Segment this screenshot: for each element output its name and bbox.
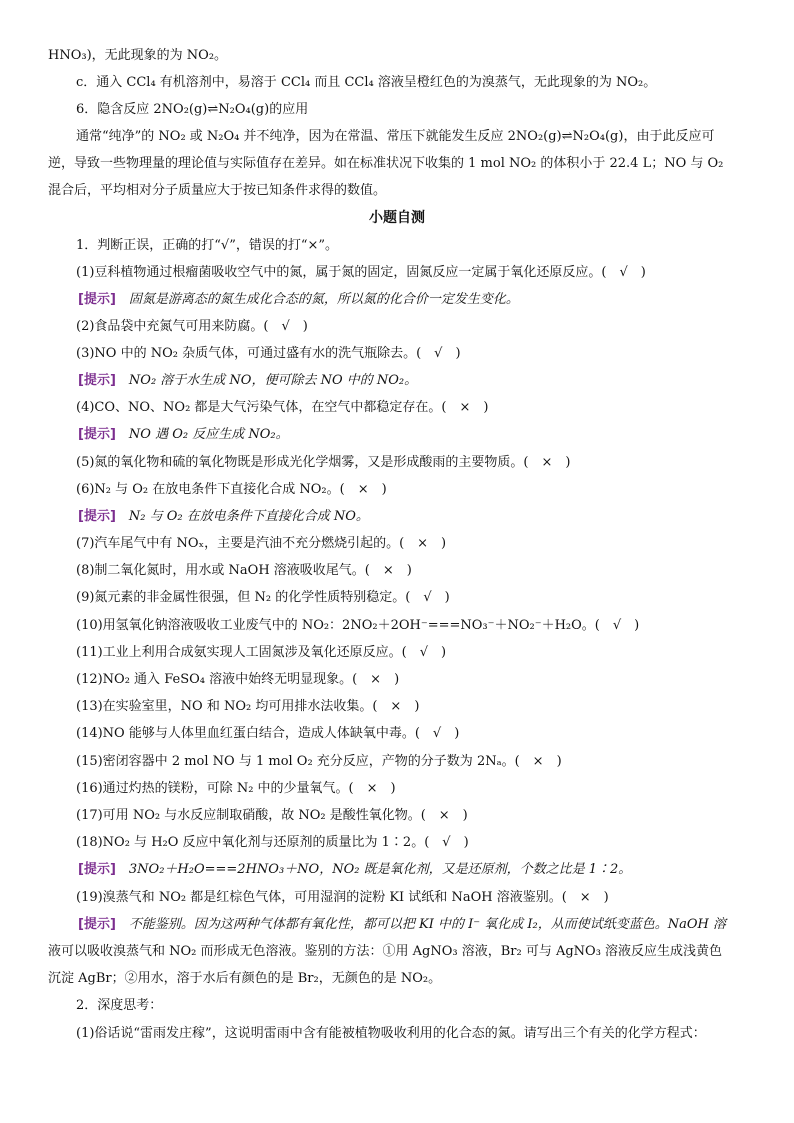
hint-line xyxy=(78,425,784,445)
question-item: (1)俗话说“雷雨发庄稼”，这说明雷雨中含有能被植物吸收利用的化合态的氮。请写出三个有关的化学方程式： xyxy=(76,1026,706,1041)
text-line: 液可以吸收溴蒸气和 NO₂ 而形成无色溶液。鉴别的方法：①用 AgNO₃ 溶液，Br₂ 可与 AgNO₃ 溶液反应生成浅黄色 xyxy=(48,944,723,959)
hint-label: [提示] xyxy=(78,427,116,442)
question-item: (11)工业上利用合成氨实现人工固氮涉及氧化还原反应。( √ ) xyxy=(76,645,447,660)
hint-label: [提示] xyxy=(78,862,116,877)
hint-label: [提示] xyxy=(78,292,116,307)
question-item: (8)制二氧化氮时，用水或 NaOH 溶液吸收尾气。( × ) xyxy=(76,563,412,578)
question-item: (12)NO₂ 通入 FeSO₄ 溶液中始终无明显现象。( × ) xyxy=(76,672,400,687)
text-line: 沉淀 AgBr；②用水，溶于水后有颜色的是 Br₂，无颜色的是 NO₂。 xyxy=(48,971,442,986)
question-item: (7)汽车尾气中有 NOₓ，主要是汽油不充分燃烧引起的。( × ) xyxy=(76,536,447,551)
text-line: 通常“纯净”的 NO₂ 或 N₂O₄ 并不纯净，因为在常温、常压下就能发生反应 2NO₂(g)⇌N₂O₄(g)，由于此反应可 xyxy=(76,129,715,144)
hint-line xyxy=(78,371,784,391)
question-item: (17)可用 NO₂ 与水反应制取硝酸，故 NO₂ 是酸性氧化物。( × ) xyxy=(76,808,468,823)
hint-line xyxy=(78,507,784,527)
question-item: (6)N₂ 与 O₂ 在放电条件下直接化合成 NO₂。( × ) xyxy=(76,482,387,497)
text-line: HNO₃)，无此现象的为 NO₂。 xyxy=(48,48,228,63)
question-item: (15)密闭容器中 2 mol NO 与 1 mol O₂ 充分反应，产物的分子数为 2Nₐ。( × ) xyxy=(76,754,562,769)
hint-text: N₂ 与 O₂ 在放电条件下直接化合成 NO。 xyxy=(128,509,369,524)
hint-text: 固氮是游离态的氮生成化合态的氮，所以氮的化合价一定发生变化。 xyxy=(128,292,519,307)
hint-label: [提示] xyxy=(78,509,116,524)
question-item: (18)NO₂ 与 H₂O 反应中氧化剂与还原剂的质量比为 1∶2。( √ ) xyxy=(76,835,469,850)
question-item: (10)用氢氧化钠溶液吸收工业废气中的 NO₂：2NO₂＋2OH⁻===NO₃⁻＋NO₂⁻＋H₂O。( √ ) xyxy=(76,618,640,633)
hint-text: 不能鉴别。因为这两种气体都有氧化性，都可以把 KI 中的 I⁻ 氧化成 I₂，从而使试纸变蓝色。NaOH 溶 xyxy=(128,917,727,932)
hint-line xyxy=(78,915,784,935)
question-item: (14)NO 能够与人体里血红蛋白结合，造成人体缺氧中毒。( √ ) xyxy=(76,726,460,741)
section-title: 小题自测 xyxy=(369,210,425,226)
question-item: (3)NO 中的 NO₂ 杂质气体，可通过盛有水的洗气瓶除去。( √ ) xyxy=(76,346,461,361)
hint-line xyxy=(78,290,784,310)
section-heading: 6．隐含反应 2NO₂(g)⇌N₂O₄(g)的应用 xyxy=(76,102,309,117)
hint-line xyxy=(78,860,784,880)
question-item: (1)豆科植物通过根瘤菌吸收空气中的氮，属于氮的固定，固氮反应一定属于氧化还原反应。( √ ) xyxy=(76,265,646,280)
hint-label: [提示] xyxy=(78,917,116,932)
hint-text: NO₂ 溶于水生成 NO，便可除去 NO 中的 NO₂。 xyxy=(128,373,418,388)
question-heading: 1．判断正误，正确的打“√”，错误的打“×”。 xyxy=(76,238,339,253)
question-item: (5)氮的氧化物和硫的氧化物既是形成光化学烟雾，又是形成酸雨的主要物质。( × ) xyxy=(76,455,571,470)
question-item: (9)氮元素的非金属性很强，但 N₂ 的化学性质特别稳定。( √ ) xyxy=(76,590,450,605)
question-item: (2)食品袋中充氮气可用来防腐。( √ ) xyxy=(76,319,308,334)
text-line: 逆，导致一些物理量的理论值与实际值存在差异。如在标准状况下收集的 1 mol NO₂ 的体积小于 22.4 L；NO 与 O₂ xyxy=(48,156,724,171)
question-item: (4)CO、NO、NO₂ 都是大气污染气体，在空气中都稳定存在。( × ) xyxy=(76,400,489,415)
question-heading: 2．深度思考： xyxy=(76,998,163,1013)
hint-text: NO 遇 O₂ 反应生成 NO₂。 xyxy=(128,427,289,442)
text-line: 混合后，平均相对分子质量应大于按已知条件求得的数值。 xyxy=(48,183,387,198)
hint-label: [提示] xyxy=(78,373,116,388)
question-item: (13)在实验室里，NO 和 NO₂ 均可用排水法收集。( × ) xyxy=(76,699,420,714)
hint-text: 3NO₂＋H₂O===2HNO₃＋NO，NO₂ 既是氧化剂，又是还原剂，个数之比是 1∶2。 xyxy=(128,862,632,877)
text-line: c．通入 CCl₄ 有机溶剂中，易溶于 CCl₄ 而且 CCl₄ 溶液呈橙红色的为溴蒸气，无此现象的为 NO₂。 xyxy=(76,75,657,90)
question-item: (16)通过灼热的镁粉，可除 N₂ 中的少量氧气。( × ) xyxy=(76,781,396,796)
question-item: (19)溴蒸气和 NO₂ 都是红棕色气体，可用湿润的淀粉 KI 试纸和 NaOH 溶液鉴别。( × ) xyxy=(76,890,609,905)
